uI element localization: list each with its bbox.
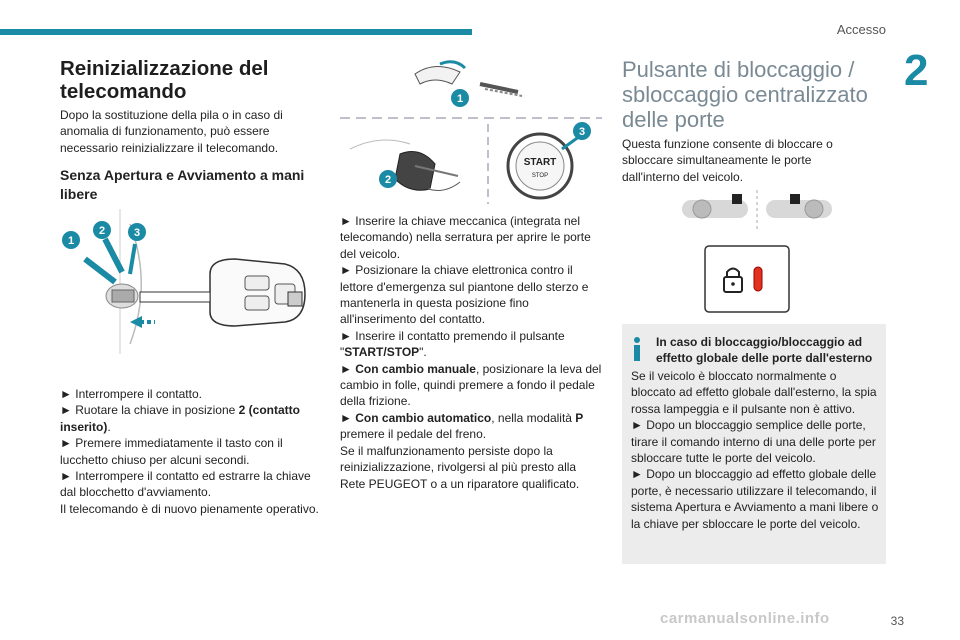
note-para-1: Se il veicolo è bloccato normalmente o bloccato ad effetto globale dall'esterno, la spia rossa lampeggia e il pulsante non è attivo. [631, 369, 877, 416]
reinit-steps [60, 386, 322, 517]
info-icon [630, 336, 644, 362]
steering-column-reader-illustration [350, 140, 460, 190]
svg-text:2: 2 [98, 225, 106, 237]
emergency-start-figure [340, 54, 602, 209]
para-insert-mechanical-key: ► Inserire la chiave meccanica (integrata nel telecomando) nella serratura per aprire le porte del veicolo. [340, 214, 591, 261]
door-handle-key-illustration [415, 62, 522, 107]
dashboard-location-figure [672, 190, 842, 230]
chapter-number: 2 [904, 46, 929, 95]
subtitle-no-keyless: Senza Apertura e Avviamento a mani libere [60, 167, 305, 202]
reinit-intro: Dopo la sostituzione della pila o in caso di anomalia di funzionamento, può essere necessario reinizializzare il telecomando. [60, 108, 283, 155]
lock-button-figure [704, 245, 790, 313]
step-4: ► Interrompere il contatto ed estrarre la chiave dal blocchetto d'avviamento. [60, 469, 311, 500]
central-locking-intro: Questa funzione consente di bloccare o sbloccare simultaneamente le porte dall'interno del veicolo. [622, 137, 833, 184]
key-ignition-figure [60, 204, 322, 354]
section-title-reinit: Reinizializzazione del telecomando [60, 57, 269, 103]
ignition-cylinder [106, 284, 138, 308]
remote-key-fob [140, 259, 305, 326]
stop-label: STOP [531, 173, 549, 179]
step-2: ► Ruotare la chiave in posizione 2 (contatto inserito). [60, 403, 301, 434]
section-title-central-locking: Pulsante di bloccaggio / sbloccaggio centralizzato delle porte [622, 57, 868, 132]
para-press-start: ► Inserire il contatto premendo il pulsante "START/STOP". [340, 328, 565, 360]
warning-light-icon [754, 267, 762, 291]
reinit-closing: Il telecomando è di nuovo pienamente operativo. [60, 501, 319, 516]
para-malfunction: Se il malfunzionamento persiste dopo la reinizializzazione, rivolgersi al più presto alla Rete PEUGEOT o a un riparatore qualificato. [340, 443, 580, 491]
para-automatic-gearbox: ► Con cambio automatico, nella modalità P premere il pedale del freno. [340, 410, 584, 442]
watermark: carmanualsonline.info [660, 610, 830, 627]
svg-text:1: 1 [456, 93, 464, 105]
para-position-key: ► Posizionare la chiave elettronica contro il lettore d'emergenza sul piantone dello sterzo e mantenerla in questa posizione fino all'inserimento del contatto. [340, 263, 589, 327]
note-body [631, 368, 881, 532]
note-heading: In caso di bloccaggio/bloccaggio ad effetto globale delle porte dall'esterno [656, 335, 873, 365]
svg-text:3: 3 [133, 227, 141, 239]
para-manual-gearbox: ► Con cambio manuale, posizionare la leva del cambio in folle, quindi premere a fondo il pedale della frizione. [340, 361, 602, 409]
header-accent-bar [0, 29, 472, 35]
info-note-box [622, 324, 886, 564]
step-3: ► Premere immediatamente il tasto con il lucchetto chiuso per alcuni secondi. [60, 436, 283, 467]
page-number: 33 [890, 614, 904, 628]
step-1: ► Interrompere il contatto. [60, 387, 202, 401]
svg-text:3: 3 [578, 126, 586, 138]
note-para-2: ► Dopo un bloccaggio semplice delle porte, tirare il comando interno di una delle porte per sbloccare tutte le porte del veicolo. [631, 418, 876, 466]
emergency-start-text [340, 213, 602, 492]
svg-text:2: 2 [384, 174, 392, 186]
svg-text:1: 1 [67, 235, 75, 247]
note-para-3: ► Dopo un bloccaggio ad effetto globale delle porte, è necessario utilizzare il telecomando, il sistema Apertura e Avviamento a mani libere o la chiave per sbloccare le porte del veicolo. [631, 467, 879, 531]
start-label: START [523, 157, 557, 168]
start-stop-button-illustration [508, 122, 591, 198]
page-header-title: Accesso [836, 22, 886, 37]
